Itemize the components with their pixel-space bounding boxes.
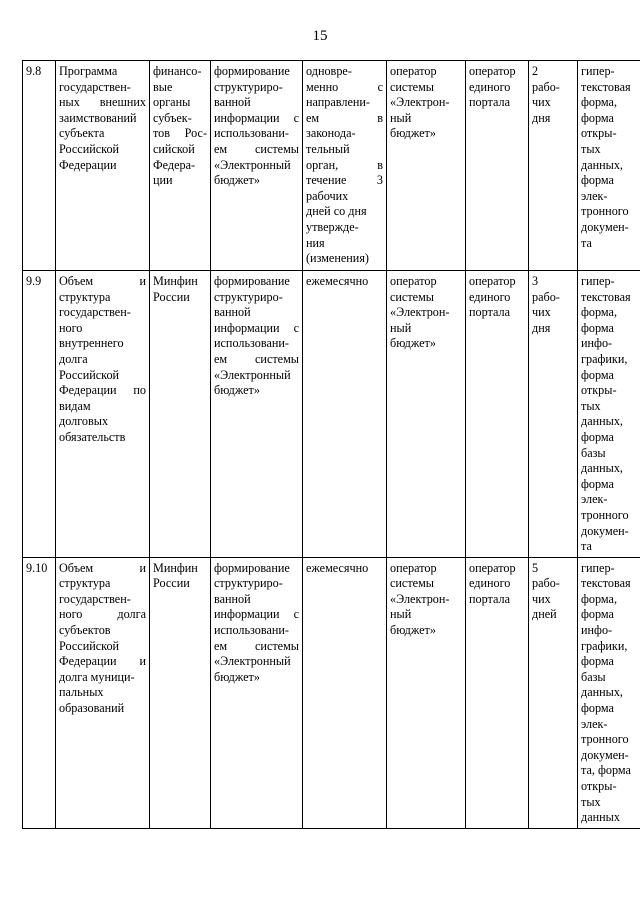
cell-text-line: ный (390, 320, 412, 335)
cell-text-word: системы (255, 141, 299, 156)
cell-text-line (306, 158, 383, 174)
cell-text-line: утвержде- (306, 219, 359, 234)
cell-text-line: вые (153, 79, 173, 94)
cell-text-line: «Электрон- (390, 95, 450, 110)
cell-text-line: заимствований (59, 110, 137, 125)
cell-text-word: системы (255, 638, 299, 653)
cell-text-line: дней со дня (306, 204, 367, 219)
cell-text-word: ем (214, 351, 228, 366)
cell-text-line: образований (59, 701, 125, 716)
cell-text-line: 9.9 (26, 274, 42, 288)
cell-text-line: та (581, 235, 592, 250)
table-row (23, 557, 640, 828)
indicator-name-cell (56, 61, 150, 271)
cell-text-line (214, 321, 299, 337)
cell-text-line (214, 142, 299, 158)
cell-text-line (59, 654, 146, 670)
receiver-cell (466, 61, 529, 271)
cell-text-line: Минфин (153, 560, 198, 575)
table-row (23, 61, 640, 271)
publisher-cell (387, 557, 466, 828)
frequency-cell (303, 271, 387, 558)
cell-text-line: оператор (469, 64, 516, 78)
cell-text-word: Федерации (59, 383, 117, 398)
cell-text-word: информации (214, 607, 280, 622)
cell-text-line (214, 352, 299, 368)
cell-text-line: ежемесячно (306, 560, 369, 575)
cell-text-line: ванной (214, 305, 251, 320)
responsible-body-cell (150, 61, 211, 271)
cell-text-line: субъек- (153, 110, 192, 125)
cell-text-line (59, 274, 146, 290)
cell-text-line: государствен- (59, 591, 131, 606)
cell-text-line: ного (59, 320, 83, 335)
cell-text-line: данных, (581, 685, 623, 700)
cell-text-line: направлени- (306, 95, 370, 110)
cell-text-word: Рос- (184, 126, 207, 141)
cell-text-line: форма, (581, 305, 617, 320)
cell-text-word: в (377, 157, 383, 172)
cell-text-line: (изменения) (306, 251, 369, 266)
cell-text-line: «Электрон- (390, 591, 450, 606)
cell-text-line: тронного (581, 204, 629, 219)
cell-text-line: системы (390, 79, 434, 94)
cell-text-line: единого (469, 289, 511, 304)
cell-text-line (306, 111, 383, 127)
cell-text-word: 3 (376, 173, 383, 188)
cell-text-line: финансо- (153, 64, 202, 78)
cell-text-word: ем (214, 141, 228, 156)
cell-text-line: структура (59, 576, 111, 591)
cell-text-line: видам (59, 398, 91, 413)
cell-text-word: с (377, 79, 383, 94)
cell-text-word: информации (214, 320, 280, 335)
cell-text-line: Федерации (59, 157, 117, 172)
document-table (22, 60, 640, 829)
cell-text-word: и (139, 274, 146, 288)
cell-text-line: дня (532, 320, 551, 335)
cell-text-line (59, 383, 146, 399)
cell-text-word: Федерации (59, 654, 117, 669)
cell-text-line (214, 607, 299, 623)
cell-text-line: ции (153, 173, 173, 188)
cell-text-line: структура (59, 289, 111, 304)
cell-text-word: Объем (59, 274, 94, 288)
cell-text-line: рабо- (532, 79, 560, 94)
cell-text-line: чих (532, 95, 551, 110)
publication-form-cell (578, 557, 640, 828)
cell-text-line: формирование (214, 64, 290, 78)
cell-text-line (153, 126, 207, 142)
cell-text-line: ванной (214, 95, 251, 110)
cell-text-line (59, 561, 146, 577)
row-number-cell (23, 271, 56, 558)
cell-text-line: тронного (581, 507, 629, 522)
cell-text-line: тых (581, 398, 601, 413)
cell-text-line: бюджет» (214, 173, 260, 188)
cell-text-line: использовани- (214, 336, 289, 351)
cell-text-line: Российской (59, 638, 120, 653)
cell-text-line: форма (581, 320, 614, 335)
cell-text-line (306, 80, 383, 96)
cell-text-word: течение (306, 173, 347, 188)
frequency-cell (303, 61, 387, 271)
cell-text-line: государствен- (59, 305, 131, 320)
frequency-cell (303, 557, 387, 828)
cell-text-word: орган, (306, 157, 339, 172)
receiver-cell (466, 557, 529, 828)
cell-text-word: и (139, 560, 146, 575)
cell-text-line: портала (469, 305, 511, 320)
cell-text-word: информации (214, 110, 280, 125)
cell-text-line: 9.10 (26, 560, 48, 575)
cell-text-line: тых (581, 141, 601, 156)
cell-text-line: 2 (532, 64, 539, 78)
term-cell (529, 61, 578, 271)
cell-text-line: данных, (581, 461, 623, 476)
indicator-name-cell (56, 557, 150, 828)
cell-text-line: ванной (214, 591, 251, 606)
cell-text-line: графики, (581, 351, 628, 366)
cell-text-line: бюджет» (390, 623, 436, 638)
cell-text-word: и (139, 654, 146, 669)
cell-text-line: ния (306, 235, 325, 250)
cell-text-line: пальных (59, 685, 104, 700)
cell-text-line: 9.8 (26, 64, 42, 78)
cell-text-line: докумен- (581, 523, 629, 538)
cell-text-line: «Электрон- (390, 305, 450, 320)
cell-text-line: бюджет» (214, 383, 260, 398)
cell-text-line: ный (390, 110, 412, 125)
cell-text-line: откры- (581, 126, 617, 141)
cell-text-line: «Электронный (214, 654, 291, 669)
cell-text-word: ем (214, 638, 228, 653)
cell-text-line: тельный (306, 141, 350, 156)
cell-text-line: ный (390, 607, 412, 622)
cell-text-line: органы (153, 95, 191, 110)
responsible-body-cell (150, 271, 211, 558)
row-number-cell (23, 61, 56, 271)
cell-text-line: данных, (581, 414, 623, 429)
cell-text-line: откры- (581, 779, 617, 793)
cell-text-line: форма (581, 701, 614, 716)
cell-text-line: данных (581, 810, 620, 825)
cell-text-line: гипер- (581, 274, 615, 288)
cell-text-line: форма (581, 173, 614, 188)
cell-text-line: структуриро- (214, 79, 283, 94)
cell-text-line: «Электронный (214, 157, 291, 172)
cell-text-line: оператор (390, 274, 437, 288)
cell-text-line: данных, (581, 157, 623, 172)
cell-text-line: форма (581, 476, 614, 491)
cell-text-word: Объем (59, 560, 94, 575)
cell-text-word: ного (59, 607, 83, 622)
cell-text-line: оператор (390, 560, 437, 575)
cell-text-line: долга (59, 351, 88, 366)
cell-text-line: докумен- (581, 219, 629, 234)
cell-text-line: рабочих (306, 188, 349, 203)
cell-text-line: докумен- (581, 747, 629, 762)
cell-text-line: текстовая (581, 289, 631, 304)
cell-text-line: элек- (581, 492, 608, 507)
cell-text-line: Российской (59, 141, 120, 156)
cell-text-line: инфо- (581, 336, 613, 351)
cell-text-line: базы (581, 445, 606, 460)
cell-text-word: долга (117, 607, 146, 622)
indicator-name-cell (56, 271, 150, 558)
cell-text-line: портала (469, 95, 511, 110)
cell-text-line: графики, (581, 638, 628, 653)
cell-text-line: элек- (581, 716, 608, 731)
cell-text-word: ных (59, 95, 80, 110)
cell-text-line: рабо- (532, 576, 560, 591)
cell-text-line: портала (469, 591, 511, 606)
cell-text-line: бюджет» (390, 126, 436, 141)
cell-text-line: базы (581, 669, 606, 684)
cell-text-line: дней (532, 607, 557, 622)
cell-text-line: форма, (581, 591, 617, 606)
cell-text-line: форма (581, 429, 614, 444)
cell-text-line (214, 111, 299, 127)
cell-text-word: с (293, 110, 299, 125)
cell-text-word: с (293, 607, 299, 622)
cell-text-line: государствен- (59, 79, 131, 94)
cell-text-line: Федера- (153, 157, 196, 172)
formation-method-cell (211, 61, 303, 271)
formation-method-cell (211, 271, 303, 558)
table-row (23, 271, 640, 558)
cell-text-word: тов (153, 126, 171, 141)
cell-text-line: системы (390, 576, 434, 591)
cell-text-line: чих (532, 591, 551, 606)
cell-text-line: формирование (214, 274, 290, 288)
cell-text-line: тых (581, 794, 601, 809)
term-cell (529, 557, 578, 828)
cell-text-line: «Электронный (214, 367, 291, 382)
cell-text-line: структуриро- (214, 576, 283, 591)
cell-text-line: гипер- (581, 64, 615, 78)
cell-text-line: бюджет» (214, 669, 260, 684)
cell-text-line: системы (390, 289, 434, 304)
publication-form-cell (578, 271, 640, 558)
cell-text-line: оператор (390, 64, 437, 78)
cell-text-line: форма (581, 607, 614, 622)
cell-text-line: дня (532, 110, 551, 125)
cell-text-line: внутреннего (59, 336, 124, 351)
cell-text-line: единого (469, 576, 511, 591)
cell-text-line: форма (581, 367, 614, 382)
cell-text-line: рабо- (532, 289, 560, 304)
cell-text-line: откры- (581, 383, 617, 398)
term-cell (529, 271, 578, 558)
cell-text-line: текстовая (581, 576, 631, 591)
cell-text-line: Минфин (153, 274, 198, 288)
row-number-cell (23, 557, 56, 828)
cell-text-line: обязательств (59, 429, 126, 444)
cell-text-word: ем (306, 110, 320, 125)
cell-text-line: 5 (532, 560, 539, 575)
cell-text-word: с (293, 320, 299, 335)
cell-text-line: формирование (214, 560, 290, 575)
cell-text-line: оператор (469, 274, 516, 288)
publisher-cell (387, 61, 466, 271)
formation-method-cell (211, 557, 303, 828)
cell-text-line: субъекта (59, 126, 105, 141)
cell-text-word: менно (306, 79, 339, 94)
cell-text-line: та, форма (581, 763, 631, 778)
cell-text-line: гипер- (581, 560, 615, 575)
cell-text-line (59, 95, 146, 111)
cell-text-line: субъектов (59, 623, 111, 638)
cell-text-word: системы (255, 351, 299, 366)
cell-text-line: чих (532, 305, 551, 320)
cell-text-word: в (377, 110, 383, 125)
cell-text-line: инфо- (581, 623, 613, 638)
cell-text-line: одновре- (306, 64, 352, 78)
cell-text-line: долга муници- (59, 669, 135, 684)
cell-text-line (306, 173, 383, 189)
cell-text-word: по (133, 383, 146, 398)
cell-text-line: бюджет» (390, 336, 436, 351)
cell-text-line (214, 639, 299, 655)
cell-text-line: тронного (581, 732, 629, 747)
cell-text-line: форма (581, 110, 614, 125)
receiver-cell (466, 271, 529, 558)
cell-text-line: использовани- (214, 126, 289, 141)
cell-text-line: оператор (469, 560, 516, 575)
cell-text-line: использовани- (214, 623, 289, 638)
cell-text-line: сийской (153, 141, 195, 156)
page-number: 15 (312, 28, 328, 44)
cell-text-line: законода- (306, 126, 356, 141)
cell-text-line: ежемесячно (306, 274, 369, 288)
publication-form-cell (578, 61, 640, 271)
cell-text-line: Программа (59, 64, 118, 78)
cell-text-line: текстовая (581, 79, 631, 94)
cell-text-line: России (153, 289, 190, 304)
cell-text-line: элек- (581, 188, 608, 203)
cell-text-word: внешних (99, 95, 146, 110)
cell-text-line: форма, (581, 95, 617, 110)
publisher-cell (387, 271, 466, 558)
cell-text-line: России (153, 576, 190, 591)
cell-text-line (59, 607, 146, 623)
cell-text-line: долговых (59, 414, 109, 429)
cell-text-line: Российской (59, 367, 120, 382)
responsible-body-cell (150, 557, 211, 828)
cell-text-line: та (581, 539, 592, 554)
cell-text-line: 3 (532, 274, 539, 288)
cell-text-line: единого (469, 79, 511, 94)
cell-text-line: структуриро- (214, 289, 283, 304)
cell-text-line: форма (581, 654, 614, 669)
